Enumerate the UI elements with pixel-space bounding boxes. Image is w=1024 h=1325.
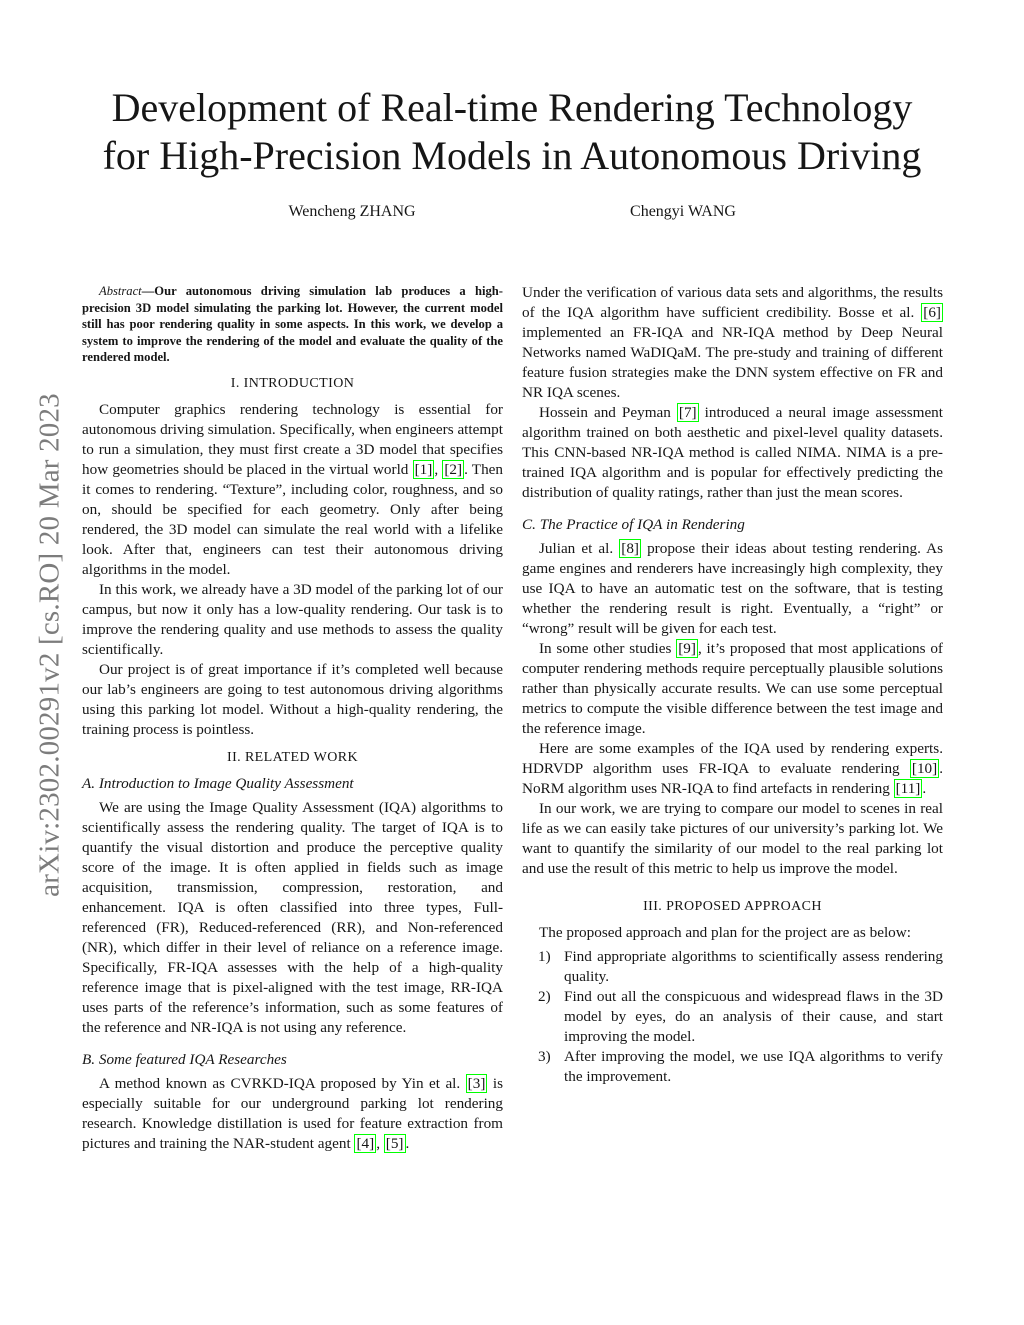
practice-paragraph-3 bbox=[522, 739, 943, 799]
practice-paragraph-2 bbox=[522, 639, 943, 739]
rc-p5-text-a: Here are some examples of the IQA used by rendering experts. HDRVDP algorithm uses FR-IQA to evaluate rendering bbox=[522, 740, 943, 777]
title-line-1: Development of Real-time Rendering Technology bbox=[111, 85, 913, 130]
citation-link-2[interactable]: [2] bbox=[444, 460, 463, 478]
arxiv-identifier-text: arXiv:2302.00291v2 [cs.RO] 20 Mar 2023 bbox=[33, 393, 66, 897]
citation-link-8[interactable]: [8] bbox=[621, 540, 639, 557]
rc-p2-text-b: introduced a neural image assessment algorithm trained on both aesthetic and pixel-level quality datasets. This CNN-based NR-IQA method is called NIMA. NIMA is a pre-trained IQA algorithm and is popular for effectively predicting the distribution of quality ratings, rather than just the mean scores. bbox=[522, 404, 943, 501]
citation-link-9[interactable]: [9] bbox=[678, 640, 696, 657]
abstract-text: Our autonomous driving simulation lab produces a high-precision 3D model simulating the parking lot. However, the current model still has poor rendering quality in some aspects. In this work, we develop a system to improve the rendering of the model and evaluate the quality of the rendered model. bbox=[82, 284, 503, 365]
rc-p5-text-b: . NoRM algorithm uses NR-IQA to find artefacts in rendering bbox=[522, 760, 943, 797]
author-1: Wencheng ZHANG bbox=[288, 203, 416, 220]
rw-p2-text-b: is especially suitable for our underground parking lot rendering research. Knowledge distillation is used for feature extraction from pictures and training the NAR-student agent bbox=[82, 1074, 503, 1152]
plan-item-text: Find appropriate algorithms to scientifically assess rendering quality. bbox=[564, 948, 943, 985]
rc-p2-text-a: Hossein and Peyman bbox=[539, 404, 677, 421]
citation-separator: , bbox=[376, 1134, 384, 1152]
approach-paragraph-1: The proposed approach and plan for the project are as below: bbox=[539, 924, 911, 941]
subsection-heading-c: C. The Practice of IQA in Rendering bbox=[522, 516, 745, 533]
rc-p4-text-b: , it’s proposed that most applications of computer rendering methods require perceptually plausible solutions rather than physically accurate results. We can use some perceptual metrics to compute the visible difference between the test image and the reference image. bbox=[522, 640, 943, 737]
arxiv-identifier bbox=[30, 350, 70, 940]
plan-item-number: 3) bbox=[538, 1048, 551, 1065]
plan-list bbox=[522, 947, 943, 1087]
section-heading-introduction: I. INTRODUCTION bbox=[230, 375, 355, 391]
related-work-paragraph-1: We are using the Image Quality Assessment (IQA) algorithms to scientifically assess the rendering quality. The target of IQA is to quantify the visual distortion and produce the perceptive quality score of the image. It is often applied in fields such as image acquisition, transmission, compression, restoration, and enhancement. IQA is often classified into three types, Full-referenced (FR), Reduced-referenced (RR), and Non-referenced (NR), which differ in their level of reliance on a reference image. Specifically, FR-IQA assesses with the help of a high-quality reference image that is pixel-aligned with the test image, RR-IQA uses parts of the reference’s information, such as some features of the reference and NR-IQA is not using any reference. bbox=[82, 798, 503, 1036]
citation-link-4[interactable]: [4] bbox=[356, 1134, 375, 1152]
plan-item-number: 2) bbox=[538, 988, 551, 1005]
left-column bbox=[82, 283, 503, 1154]
author-2: Chengyi WANG bbox=[630, 203, 736, 220]
rw-p2-text-a: A method known as CVRKD-IQA proposed by Yin et al. bbox=[99, 1074, 466, 1092]
sentence-period: . bbox=[922, 780, 927, 797]
plan-item-text: Find out all the conspicuous and widespread flaws in the 3D model by eyes, do an analysis of their cause, and start improving the model. bbox=[564, 988, 943, 1045]
intro-p1-text-b: . Then it comes to rendering. “Texture”, including color, roughness, and so on, should be specified for each geometry. Only after being rendered, the 3D model can simulate the real world with a lifelike look. After that, engineers can test their autonomous driving algorithms in the model. bbox=[82, 460, 504, 578]
related-work-paragraph-3 bbox=[522, 283, 943, 403]
citation-separator: , bbox=[434, 460, 443, 478]
intro-paragraph-3: Our project is of great importance if it’s completed well because our lab’s engineers are going to test autonomous driving algorithms using this parking lot model. Without a high-quality rendering, the training process is pointless. bbox=[82, 660, 503, 738]
plan-list-item bbox=[522, 987, 943, 1047]
citation-link-10[interactable]: [10] bbox=[911, 760, 938, 777]
plan-list-item bbox=[522, 1047, 943, 1087]
section-heading-proposed-approach: III. PROPOSED APPROACH bbox=[643, 899, 822, 914]
plan-list-item bbox=[522, 947, 943, 987]
rc-p1-text-b: implemented an FR-IQA and NR-IQA method by Deep Neural Networks named WaDIQaM. The pre-study and training of different feature fusion strategies make the DNN system effective on FR and NR IQA scenes. bbox=[522, 324, 943, 401]
rc-p3-text-b: propose their ideas about testing rendering. As game engines and renderers have increasingly high complexity, they use IQA to have an automatic test on the software, that is testing whether the rendering result is right. Eventually, a “right” or “wrong” result will be given for each test. bbox=[522, 540, 943, 637]
citation-link-1[interactable]: [1] bbox=[414, 460, 433, 478]
title-line-2: for High-Precision Models in Autonomous Driving bbox=[102, 133, 922, 178]
abstract bbox=[82, 283, 503, 366]
related-work-paragraph-4 bbox=[522, 403, 943, 503]
rc-p3-text-a: Julian et al. bbox=[539, 540, 620, 557]
subsection-heading-a: A. Introduction to Image Quality Assessment bbox=[82, 774, 354, 792]
paper-title bbox=[0, 84, 1024, 180]
right-column bbox=[522, 283, 943, 1087]
plan-item-number: 1) bbox=[538, 948, 551, 965]
intro-paragraph-2: In this work, we already have a 3D model of the parking lot of our campus, but now it only has a low-quality rendering. Our task is to improve the rendering quality and use methods to assess the quality scientifically. bbox=[82, 580, 503, 658]
abstract-dash: — bbox=[141, 284, 155, 298]
citation-link-6[interactable]: [6] bbox=[923, 304, 941, 321]
practice-paragraph-4: In our work, we are trying to compare our model to scenes in real life as we can easily take pictures of our university’s parking lot. We want to quantify the similarity of our model to the real parking lot and use the result of this metric to help us improve the model. bbox=[522, 800, 943, 877]
citation-link-11[interactable]: [11] bbox=[895, 780, 921, 797]
citation-link-7[interactable]: [7] bbox=[678, 404, 697, 421]
abstract-label: Abstract bbox=[99, 284, 142, 298]
rc-p1-text-a: Under the verification of various data sets and algorithms, the results of the IQA algorithm have sufficient credibility. Bosse et al. bbox=[522, 284, 943, 321]
sentence-period: . bbox=[405, 1134, 410, 1152]
plan-item-text: After improving the model, we use IQA algorithms to verify the improvement. bbox=[564, 1048, 943, 1085]
practice-paragraph-1 bbox=[522, 539, 943, 639]
section-heading-related-work: II. RELATED WORK bbox=[227, 749, 358, 765]
related-work-paragraph-2 bbox=[82, 1074, 503, 1154]
rc-p4-text-a: In some other studies bbox=[539, 640, 677, 657]
intro-p1-text-a: Computer graphics rendering technology is essential for autonomous driving simulation. Specifically, when engineers attempt to run a simulation, they must first create a 3D model that specifies how geometries should be placed in the virtual world bbox=[82, 400, 503, 478]
intro-paragraph-1 bbox=[82, 400, 503, 580]
subsection-heading-b: B. Some featured IQA Researches bbox=[82, 1050, 287, 1068]
citation-link-3[interactable]: [3] bbox=[467, 1074, 486, 1092]
citation-link-5[interactable]: [5] bbox=[385, 1134, 404, 1152]
